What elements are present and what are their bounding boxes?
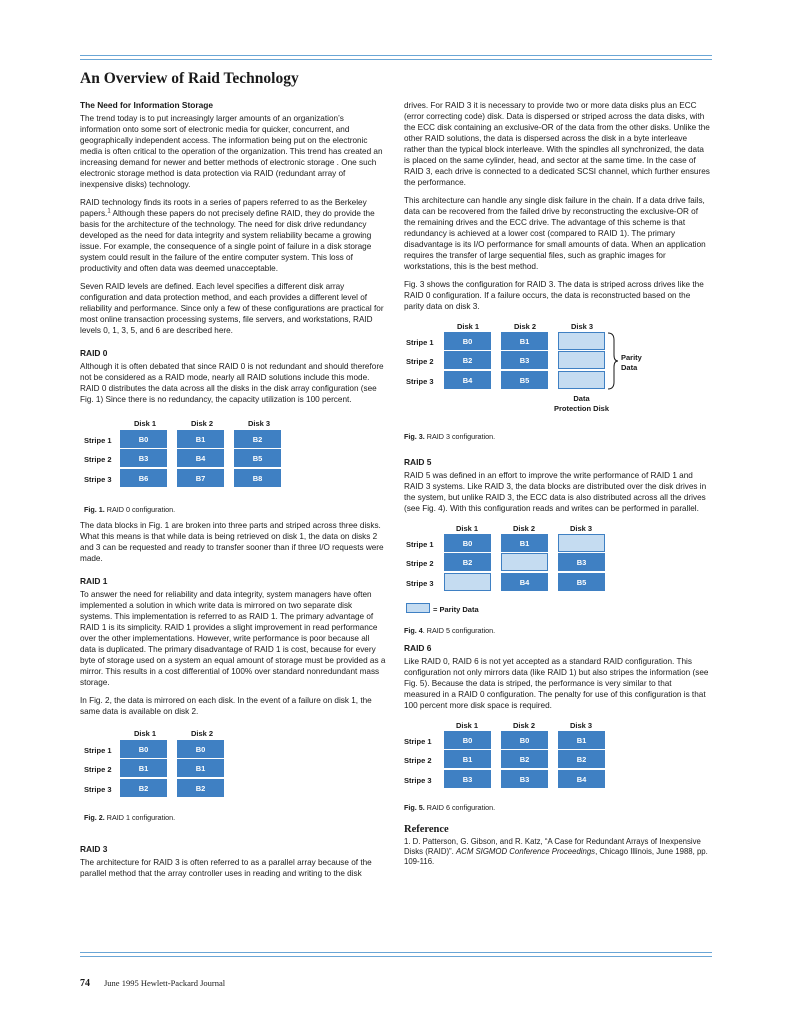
heading-raid5: RAID 5 (404, 457, 432, 467)
fig4-stripe2-label: Stripe 2 (406, 559, 434, 568)
fig2-cell: B2 (177, 779, 224, 797)
fig4-disk1-label: Disk 1 (456, 524, 479, 533)
paragraph-3: Seven RAID levels are defined. Each level specifies a different disk array configuration and data protection method, and each provides a different level of reliability and performance. Since only a few of these configurations are practical for most online transaction processing systems, file servers, and workstations, RAID levels 0, 1, 3, 5, and 6 are described here. (80, 282, 384, 335)
fig5-disk2-label: Disk 2 (513, 721, 536, 730)
fig4-parity-cell (501, 553, 548, 571)
page-title: An Overview of Raid Technology (80, 70, 299, 87)
fig5-cell: B0 (501, 731, 548, 749)
fig3-cell: B4 (444, 371, 491, 389)
fig4-stripe1-label: Stripe 1 (406, 540, 434, 549)
fig1-cell: B7 (177, 469, 224, 487)
paragraph-4: Although it is often debated that since RAID 0 is not redundant and should therefore not be considered as a RAID mode, nearly all RAID solutions include this mode. RAID 0 distributes the data across all the disks in the disk array configuration (see Fig. 1) Since there is no redundancy, the capacity utilization is 100 percent. (80, 362, 384, 404)
fig3-parity-data-label: Parity Data (621, 353, 642, 372)
fig2-cell: B1 (120, 759, 167, 777)
paragraph-1: The trend today is to put increasingly larger amounts of an organization’s information onto some sort of electronic media for quicker, concurrent, and geographically independent access. The information being put on the electronic media is often critical to the operation of the organization. This trend has created an increasing demand for newer and better methods of electronic storage . One such electronic storage method is data protection via RAID (redundant array of inexpensive disks) technology. (80, 114, 383, 189)
fig5-stripe3-label: Stripe 3 (404, 776, 432, 785)
fig2-stripe2-label: Stripe 2 (84, 765, 112, 774)
figure-4 (404, 521, 710, 639)
fig4-cell: B3 (558, 553, 605, 571)
fig1-cell: B3 (120, 449, 167, 467)
fig4-cell: B4 (501, 573, 548, 591)
fig1-cell: B1 (177, 430, 224, 448)
heading-need: The Need for Information Storage (80, 100, 214, 110)
fig3-parity-cell (558, 371, 605, 389)
fig4-disk3-label: Disk 3 (570, 524, 593, 533)
paragraph-7: In Fig. 2, the data is mirrored on each disk. In the event of a failure on disk 1, the same data is available on disk 2. (80, 696, 372, 716)
fig5-cell: B2 (501, 750, 548, 768)
fig5-disk3-label: Disk 3 (570, 721, 593, 730)
heading-reference: Reference (404, 824, 449, 835)
fig3-cell: B2 (444, 351, 491, 369)
fig5-disk1-label: Disk 1 (456, 721, 479, 730)
fig5-caption: Fig. 5. RAID 6 configuration. (404, 803, 496, 812)
heading-raid3: RAID 3 (80, 844, 108, 854)
fig5-cell: B3 (444, 770, 491, 788)
fig2-disk2-label: Disk 2 (191, 729, 214, 738)
fig3-disk1-label: Disk 1 (457, 322, 480, 331)
figure-5 (404, 718, 710, 822)
fig2-stripe1-label: Stripe 1 (84, 746, 112, 755)
fig3-stripe1-label: Stripe 1 (406, 338, 434, 347)
fig1-stripe1-label: Stripe 1 (84, 436, 112, 445)
fig1-stripe3-label: Stripe 3 (84, 475, 112, 484)
heading-raid1: RAID 1 (80, 576, 108, 586)
fig2-stripe3-label: Stripe 3 (84, 785, 112, 794)
paragraph-10: This architecture can handle any single disk failure in the chain. If a data drive fails, data can be recovered from the failed drive by reconstructing the exclusive-OR of the remaining drives and the ECC drive. The advantage of this scheme is that redundancy is achieved at a lower cost (compared to RAID 1). The primary disadvantage is its I/O performance for small amounts of data. When an application requires the transfer of large sequential files, such as graphic images for workstations, this is the best method. (404, 196, 706, 271)
fig4-cell: B2 (444, 553, 491, 571)
fig1-cell: B5 (234, 449, 281, 467)
left-column (80, 100, 386, 886)
top-rule-2 (80, 59, 712, 60)
paragraph-2: RAID technology finds its roots in a series of papers referred to as the Berkeley papers.$^1$ Although these papers do not precisely define RAID, they do provide the basis for the architecture of the technology. The need for disk drive redundancy developed as the need for data integrity and system reliability became a growing issue. For example, the consequence of a single point of failure in a disk storage system could result in the failure of the entire computer system. This loss of productivity and often data was deemed unacceptable. (80, 198, 375, 273)
fig3-disk2-label: Disk 2 (514, 322, 537, 331)
fig5-stripe1-label: Stripe 1 (404, 737, 432, 746)
fig3-parity-cell (558, 351, 605, 369)
fig2-cell: B2 (120, 779, 167, 797)
brace-icon (607, 332, 619, 390)
fig5-cell: B3 (501, 770, 548, 788)
fig3-stripe2-label: Stripe 2 (406, 357, 434, 366)
reference-1: 1. D. Patterson, G. Gibson, and R. Katz, “A Case for Redundant Arrays of Inexpensive Disks (RAID)”. ACM SIGMOD Conference Proceedings, Chicago Illinois, June 1988, pp. 109-116. (404, 837, 708, 866)
journal-name: June 1995 Hewlett-Packard Journal (104, 978, 226, 988)
paragraph-8: The architecture for RAID 3 is often referred to as a parallel array because of the parallel method that the array controller uses in reading and writing to the disk (80, 858, 372, 878)
bottom-rule-1 (80, 952, 712, 953)
fig4-disk2-label: Disk 2 (513, 524, 536, 533)
fig5-cell: B1 (444, 750, 491, 768)
paragraph-12: RAID 5 was defined in an effort to improve the write performance of RAID 1 and RAID 3 systems. Like RAID 3, the data blocks are distributed over the disk drives in the system, but unlike RAID 3, the ECC data is also distributed across all the drives (see Fig. 4). With this configuration reads and writes can be performed in parallel. (404, 471, 707, 513)
fig2-caption: Fig. 2. RAID 1 configuration. (84, 813, 176, 822)
fig1-cell: B4 (177, 449, 224, 467)
figure-3 (404, 319, 710, 445)
page-number: 74 (80, 978, 90, 989)
fig2-cell: B0 (177, 740, 224, 758)
fig1-disk3-label: Disk 3 (248, 419, 271, 428)
paragraph-9: drives. For RAID 3 it is necessary to provide two or more data disks plus an ECC (error correcting code) disk. Data is dispersed or striped across the data disks, with the ECC disk containing an exclusive-OR of the data from the other disks. Unlike the other RAID solutions, the data is dispersed across the disk in a byte interleave rather than the typical block interleave. With the spindles all synchronized, the data is placed on the same cylinder, head, and sector at the same time. In the case of RAID 3, each drive is connected to a dedicated SCSI channel, which further ensures the performance. (404, 101, 710, 187)
heading-raid0: RAID 0 (80, 348, 108, 358)
fig4-cell: B1 (501, 534, 548, 552)
fig3-cell: B1 (501, 332, 548, 350)
fig1-cell: B2 (234, 430, 281, 448)
fig2-cell: B1 (177, 759, 224, 777)
fig1-disk2-label: Disk 2 (191, 419, 214, 428)
fig1-stripe2-label: Stripe 2 (84, 455, 112, 464)
fig5-cell: B0 (444, 731, 491, 749)
paragraph-5: The data blocks in Fig. 1 are broken into three parts and striped across three disks. What this means is that while data is being retrieved on disk 1, the data on disks 2 and 3 can be requested and ready to transfer sooner than if three I/O requests were made. (80, 521, 384, 563)
fig1-cell: B6 (120, 469, 167, 487)
fig2-disk1-label: Disk 1 (134, 729, 157, 738)
fig4-parity-cell (444, 573, 491, 591)
fig5-cell: B4 (558, 770, 605, 788)
fig2-cell: B0 (120, 740, 167, 758)
fig1-disk1-label: Disk 1 (134, 419, 157, 428)
bottom-rule-2 (80, 956, 712, 957)
top-rule-1 (80, 55, 712, 56)
paragraph-11: Fig. 3 shows the configuration for RAID 3. The data is striped across drives like the RAID 0 configuration. If a failure occurs, the data is reconstructed based on the parity data on disk 3. (404, 280, 704, 311)
fig4-stripe3-label: Stripe 3 (406, 579, 434, 588)
fig1-cell: B0 (120, 430, 167, 448)
fig3-cell: B5 (501, 371, 548, 389)
fig3-cell: B3 (501, 351, 548, 369)
fig4-caption: Fig. 4. RAID 5 configuration. (404, 626, 496, 635)
footer (80, 978, 225, 989)
figure-2 (80, 724, 386, 832)
footnote-ref: 1 (107, 208, 111, 215)
paragraph-6: To answer the need for reliability and data integrity, system managers have often implemented a solution in which write data is mirrored on two separate disk systems. This implementation is referred to as RAID 1. The primary advantage of RAID 1 is its simplicity. RAID 1 provides a slight improvement in read performance over the other implementations. However, write performance is poor because all data is duplicated. The primary disadvantage of RAID 1 is cost, because for every byte of storage used on a system an equal amount of storage must be provided as a mirror. This results in a cost differential of 100% over standard nonredundant mass storage. (80, 590, 386, 687)
parity-legend-swatch (406, 603, 430, 613)
fig3-protection-disk-label: Data Protection Disk (554, 394, 610, 413)
fig3-cell: B0 (444, 332, 491, 350)
fig3-stripe3-label: Stripe 3 (406, 377, 434, 386)
fig5-cell: B2 (558, 750, 605, 768)
fig5-stripe2-label: Stripe 2 (404, 756, 432, 765)
parity-legend-label: = Parity Data (433, 605, 479, 614)
figure-1 (80, 412, 386, 520)
fig5-cell: B1 (558, 731, 605, 749)
fig4-cell: B5 (558, 573, 605, 591)
right-column (404, 100, 710, 874)
fig3-parity-cell (558, 332, 605, 350)
paragraph-13: Like RAID 0, RAID 6 is not yet accepted as a standard RAID configuration. This configuration not only mirrors data (like RAID 1) but also stripes the information (see Fig. 5). Because the data is striped, the performance is very similar to that measured in a RAID 0 configuration. The penalty for use of this configuration is that 100 percent more disk space is required. (404, 657, 709, 710)
fig4-cell: B0 (444, 534, 491, 552)
heading-raid6: RAID 6 (404, 643, 432, 653)
fig1-caption: Fig. 1. RAID 0 configuration. (84, 505, 176, 514)
fig3-caption: Fig. 3. RAID 3 configuration. (404, 432, 496, 441)
fig3-disk3-label: Disk 3 (571, 322, 594, 331)
fig4-parity-cell (558, 534, 605, 552)
fig1-cell: B8 (234, 469, 281, 487)
